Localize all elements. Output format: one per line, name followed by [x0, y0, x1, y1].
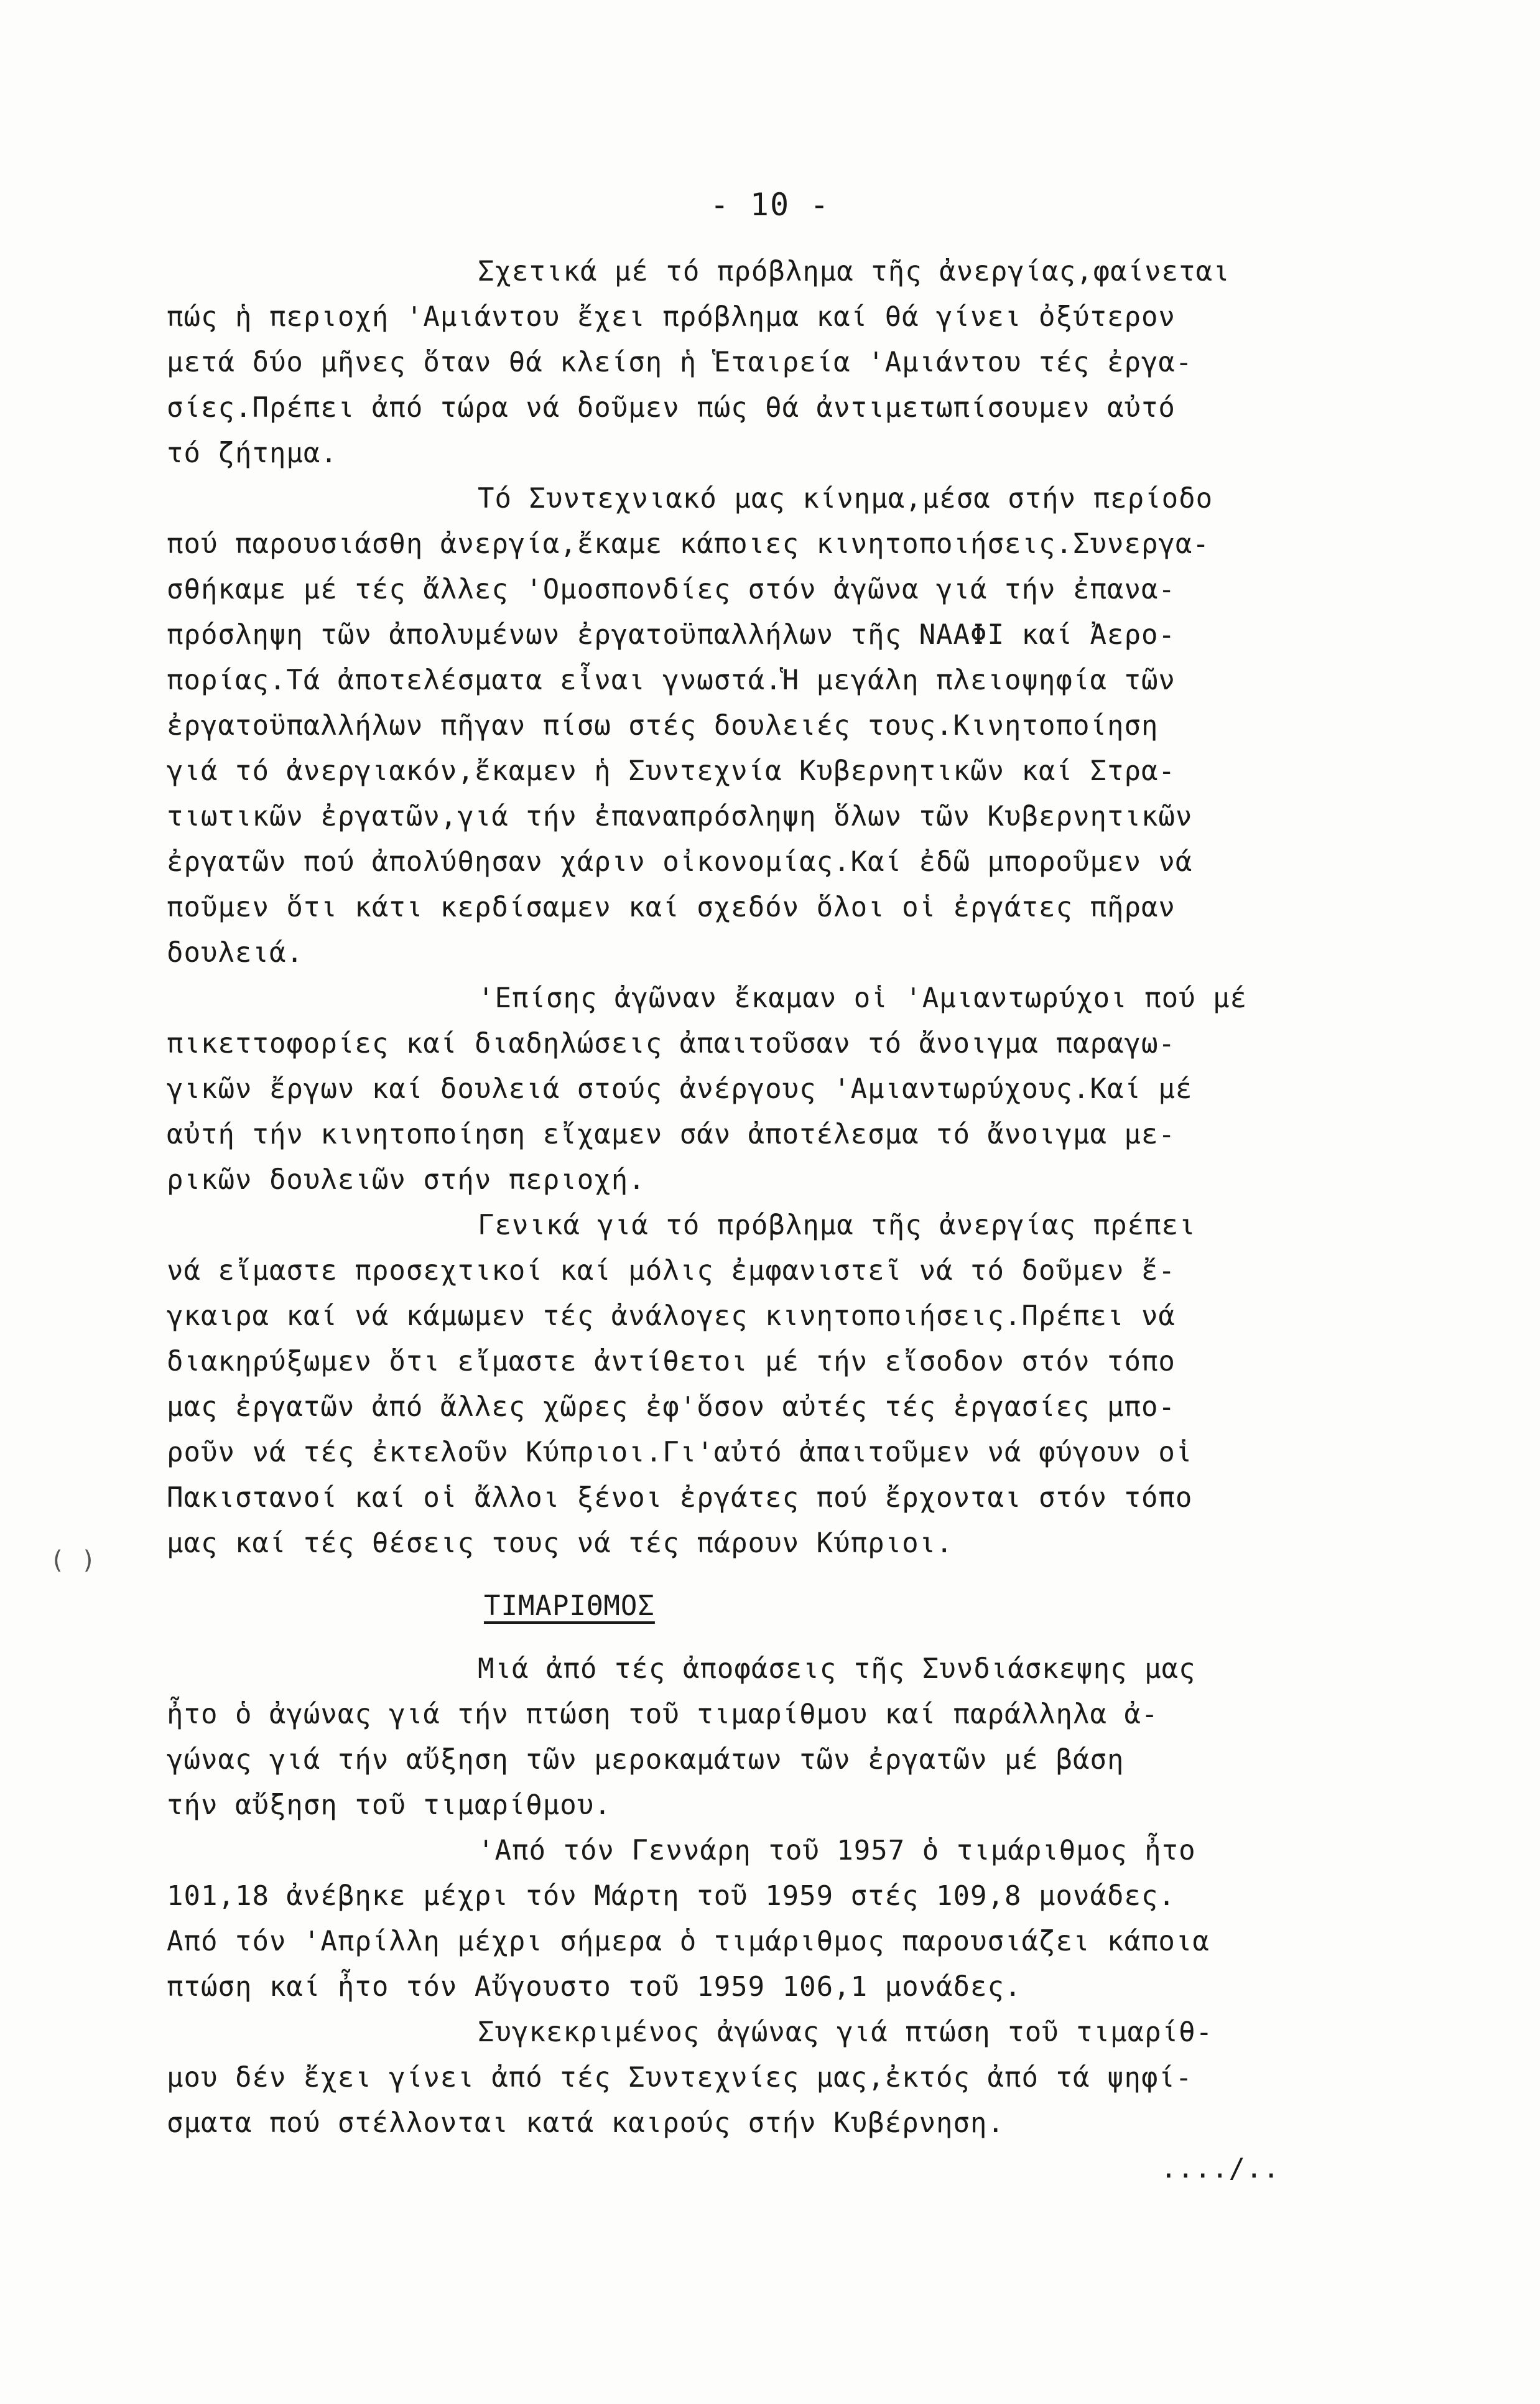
paragraph: [167, 976, 1299, 1203]
text-line: πού παρουσιάσθη ἀνεργία,ἔκαμε κάποιες κινητοποιήσεις.Συνεργα-: [167, 528, 1210, 560]
text-line: αὐτή τήν κινητοποίηση εἴχαμεν σάν ἀποτέλεσμα τό ἄνοιγμα με-: [167, 1119, 1176, 1150]
continuation-mark: ..../..: [1160, 2153, 1280, 2184]
page-number: - 10 -: [710, 187, 830, 223]
body-text: [167, 249, 1299, 2191]
text-line: γιά τό ἀνεργιακόν,ἔκαμεν ἡ Συντεχνία Κυβερνητικῶν καί Στρα-: [167, 755, 1176, 787]
text-line: Από τόν 'Απρίλλη μέχρι σήμερα ὁ τιμάριθμος παρουσιάζει κάποια: [167, 1926, 1210, 1957]
text-line: Τό Συντεχνιακό μας κίνημα,μέσα στήν περίοδο: [478, 483, 1213, 515]
text-line: πικεττοφορίες καί διαδηλώσεις ἀπαιτοῦσαν τό ἄνοιγμα παραγω-: [167, 1028, 1176, 1060]
paragraph: [167, 476, 1299, 976]
text-line: γικῶν ἔργων καί δουλειά στούς ἀνέργους 'Αμιαντωρύχους.Καί μέ: [167, 1073, 1193, 1105]
text-line: μετά δύο μῆνες ὅταν θά κλείση ἡ Ἑταιρεία 'Αμιάντου τές ἐργα-: [167, 347, 1193, 378]
spacer: [167, 1566, 1299, 1583]
text-line: Πακιστανοί καί οἱ ἄλλοι ξένοι ἐργάτες πού ἔρχονται στόν τόπο: [167, 1482, 1193, 1514]
text-line: πτώση καί ἦτο τόν Αὔγουστο τοῦ 1959 106,1 μονάδες.: [167, 1971, 1022, 2003]
text-line: 'Από τόν Γεννάρη τοῦ 1957 ὁ τιμάριθμος ἦτο: [478, 1835, 1196, 1866]
text-line: νά εἴμαστε προσεχτικοί καί μόλις ἐμφανιστεῖ νά τό δοῦμεν ἔ-: [167, 1255, 1176, 1287]
text-line: γώνας γιά τήν αὔξηση τῶν μεροκαμάτων τῶν ἐργατῶν μέ βάση: [167, 1744, 1125, 1776]
text-line: σματα πού στέλλονται κατά καιρούς στήν Κυβέρνηση.: [167, 2107, 1005, 2139]
text-line: πορίας.Τά ἀποτελέσματα εἶναι γνωστά.Ἡ μεγάλη πλειοψηφία τῶν: [167, 664, 1176, 696]
text-line: 101,18 ἀνέβηκε μέχρι τόν Μάρτη τοῦ 1959 στές 109,8 μονάδες.: [167, 1880, 1176, 1912]
text-line: πώς ἡ περιοχή 'Αμιάντου ἔχει πρόβλημα καί θά γίνει ὀξύτερον: [167, 301, 1176, 333]
paragraph: [167, 1646, 1299, 1828]
text-line: ἦτο ὁ ἀγώνας γιά τήν πτώση τοῦ τιμαρίθμου καί παράλληλα ἀ-: [167, 1698, 1159, 1730]
text-line: γκαιρα καί νά κάμωμεν τές ἀνάλογες κινητοποιήσεις.Πρέπει νά: [167, 1300, 1176, 1332]
text-line: ποῦμεν ὅτι κάτι κερδίσαμεν καί σχεδόν ὅλοι οἱ ἐργάτες πῆραν: [167, 892, 1176, 923]
text-line: μας ἐργατῶν ἀπό ἄλλες χῶρες ἐφ'ὅσον αὐτές τές ἐργασίες μπο-: [167, 1391, 1176, 1423]
paragraph: [167, 1828, 1299, 2010]
text-line: Συγκεκριμένος ἀγώνας γιά πτώση τοῦ τιμαρίθ-: [478, 2016, 1213, 2048]
text-line: σίες.Πρέπει ἀπό τώρα νά δοῦμεν πώς θά ἀντιμετωπίσουμεν αὐτό: [167, 392, 1176, 424]
paragraph: [167, 249, 1299, 476]
text-line: Μιά ἀπό τές ἀποφάσεις τῆς Συνδιάσκεψης μας: [478, 1653, 1196, 1685]
margin-mark: ( ): [50, 1546, 97, 1575]
text-line: διακηρύξωμεν ὅτι εἴμαστε ἀντίθετοι μέ τήν εἴσοδον στόν τόπο: [167, 1346, 1176, 1377]
text-line: μας καί τές θέσεις τους νά τές πάρουν Κύπριοι.: [167, 1527, 953, 1559]
text-line: τιωτικῶν ἐργατῶν,γιά τήν ἐπαναπρόσληψη ὅλων τῶν Κυβερνητικῶν: [167, 801, 1193, 832]
section-heading: ΤΙΜΑΡΙΘΜΟΣ: [484, 1590, 655, 1622]
text-line: ἐργατῶν πού ἀπολύθησαν χάριν οἰκονομίας.Καί ἐδῶ μποροῦμεν νά: [167, 846, 1193, 878]
text-line: τό ζήτημα.: [167, 437, 338, 469]
text-line: Σχετικά μέ τό πρόβλημα τῆς ἀνεργίας,φαίνεται: [478, 256, 1230, 287]
spacer: [167, 1629, 1299, 1646]
text-line: 'Επίσης ἀγῶναν ἔκαμαν οἱ 'Αμιαντωρύχοι πού μέ: [478, 982, 1248, 1014]
text-line: ροῦν νά τές ἐκτελοῦν Κύπριοι.Γι'αὐτό ἀπαιτοῦμεν νά φύγουν οἱ: [167, 1437, 1193, 1468]
text-line: δουλειά.: [167, 937, 304, 969]
text-line: πρόσληψη τῶν ἀπολυμένων ἐργατοϋπαλλήλων τῆς ΝΑΑΦΙ καί Ἀερο-: [167, 619, 1176, 651]
text-line: τήν αὔξηση τοῦ τιμαρίθμου.: [167, 1789, 611, 1821]
paragraph: [167, 2010, 1299, 2146]
text-line: ἐργατοϋπαλλήλων πῆγαν πίσω στές δουλειές τους.Κινητοποίηση: [167, 710, 1159, 742]
text-line: μου δέν ἔχει γίνει ἀπό τές Συντεχνίες μας,ἐκτός ἀπό τά ψηφί-: [167, 2062, 1193, 2094]
text-line: ρικῶν δουλειῶν στήν περιοχή.: [167, 1164, 646, 1196]
paragraph: [167, 1203, 1299, 1566]
text-line: Γενικά γιά τό πρόβλημα τῆς ἀνεργίας πρέπει: [478, 1209, 1196, 1241]
text-line: σθήκαμε μέ τές ἄλλες 'Ομοσπονδίες στόν ἀγῶνα γιά τήν ἐπανα-: [167, 574, 1176, 605]
